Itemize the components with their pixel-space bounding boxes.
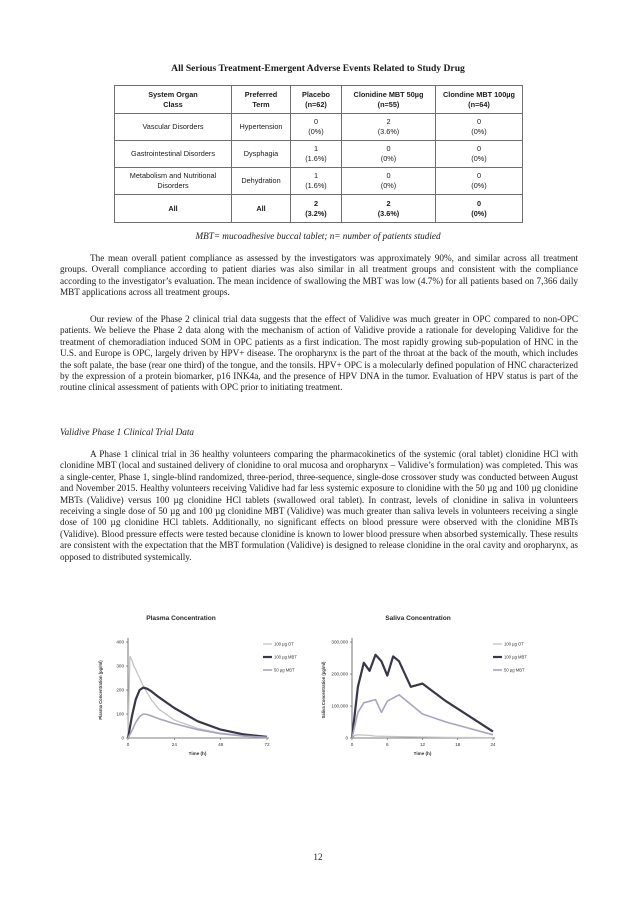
header-cell: System Organ Class (115, 86, 232, 114)
y-tick-label: 300,000 (331, 639, 348, 645)
plasma-chart-svg (95, 608, 310, 778)
table-cell: 0 (0%) (342, 141, 436, 168)
table-cell: 2 (3.6%) (342, 195, 436, 223)
chart-title: Saliva Concentration (385, 615, 451, 622)
x-tick-label: 0 (126, 742, 130, 747)
series-line (128, 656, 267, 738)
saliva-concentration-chart (318, 608, 540, 778)
table-title: All Serious Treatment-Emergent Adverse Events Related to Study Drug (171, 63, 465, 74)
x-tick-label: 72 (264, 742, 270, 747)
x-tick-label: 48 (218, 742, 224, 747)
table-cell: 1 (1.6%) (291, 168, 342, 195)
y-tick-label: 100,000 (331, 703, 348, 709)
table-cell: Dehydration (232, 168, 291, 195)
header-cell: Clondine MBT 100µg (n=64) (436, 86, 523, 114)
series-line (352, 735, 493, 738)
table-cell: 0 (0%) (291, 114, 342, 141)
table-cell: Gastrointestinal Disorders (115, 141, 232, 168)
y-tick-label: 100 (116, 711, 124, 717)
paragraph-phase1: A Phase 1 clinical trial in 36 healthy volunteers comparing the pharmacokinetics of the systemic (oral tablet) clonidine HCl with clonidine MBT (local and sustained delivery of clonidine to oral mucosa and oropharynx – Validive’s formulation) was completed. This was a single-center, Phase 1, single-blind randomized, three-period, three-sequence, single-dose crossover study was conducted between August and November 2015. Healthy volunteers receiving Validive had far less systemic exposure to clonidine with the 50 µg and 100 µg clonidine MBTs (Validive) versus 100 µg clonidine HCl tablets (swallowed oral tablet). In contrast, levels of clonidine in saliva in volunteers receiving a single dose of 50 µg and 100 µg clonidine MBT (Validive) was much greater than saliva levels in volunteers receiving a single dose of 100 µg clonidine HCl tablets. Additionally, no significant effects on blood pressure were observed with the clonidine MBTs (Validive). Blood pressure effects were tested because clonidine is known to lower blood pressure when absorbed systemically. These results are consistent with the expectation that the MBT formulation (Validive) is designed to release clonidine in the oral cavity and oropharynx, as opposed to distributed systemically. (60, 449, 578, 562)
y-tick-label: 0 (121, 735, 124, 741)
table-cell: 2 (3.6%) (342, 114, 436, 141)
table-cell: Hypertension (232, 114, 291, 141)
table-cell: 0 (0%) (436, 195, 523, 223)
plasma-concentration-chart (95, 608, 310, 778)
paragraph-opc-review: Our review of the Phase 2 clinical trial data suggests that the effect of Validive was much greater in OPC compared to non-OPC patients. We believe the Phase 2 data along with the mechanism of action of Validive provide a rationale for developing Validive for the treatment of chemoradiation induced SOM in OPC patients as a first indication. The most rapidly growing sub-population of HNC in the U.S. and Europe is OPC, largely driven by HPV+ disease. The oropharynx is the part of the throat at the back of the mouth, which includes the soft palate, the base (rear one third) of the tongue, and the tonsils. HPV+ OPC is a molecularly defined population of HNC characterized by the expression of a protein biomarker, p16 INK4a, and the presence of HPV DNA in the tumor. Evaluation of HPV status is part of the routine clinical assessment of patients with OPC prior to initiating treatment. (60, 314, 578, 393)
legend-label: 100 µg MBT (274, 654, 297, 660)
chart-title: Plasma Concentration (146, 615, 216, 622)
x-tick-label: 0 (350, 742, 354, 747)
x-axis-label: Time (h) (188, 751, 207, 756)
y-tick-label: 200,000 (331, 671, 348, 677)
table-cell: 2 (3.2%) (291, 195, 342, 223)
saliva-chart-svg (318, 608, 540, 778)
series-line (352, 695, 493, 738)
y-axis-label: Saliva Concentration (pg/ml) (321, 661, 326, 719)
paragraph-compliance: The mean overall patient compliance as assessed by the investigators was approximately 90%, and similar across all treatment groups. Overall compliance according to patient diaries was also similar in all treatment groups and consistent with the compliance according to the investigator’s evaluation. The mean incidence of swallowing the MBT was low (4.7%) for all patients based on 7,366 daily MBT applications across all treatment groups. (60, 253, 578, 298)
y-tick-label: 200 (116, 687, 124, 693)
y-tick-label: 0 (345, 735, 348, 741)
table-total-row (115, 195, 523, 223)
table-cell: Dysphagia (232, 141, 291, 168)
x-tick-label: 24 (490, 742, 496, 747)
table-cell: 1 (1.6%) (291, 141, 342, 168)
table-cell: Vascular Disorders (115, 114, 232, 141)
x-axis-label: Time (h) (413, 751, 432, 756)
legend-label: 100 µg OT (274, 641, 294, 647)
legend-label: 100 µg OT (504, 641, 524, 647)
section-subheading: Validive Phase 1 Clinical Trial Data (60, 427, 194, 437)
adverse-events-table (114, 85, 523, 223)
x-tick-label: 6 (385, 742, 389, 747)
table-row (115, 141, 523, 168)
page-number: 12 (313, 852, 323, 862)
header-cell: Preferred Term (232, 86, 291, 114)
table-caption: MBT= mucoadhesive buccal tablet; n= number of patients studied (195, 231, 441, 241)
table-header-row (115, 86, 523, 114)
x-tick-label: 24 (171, 742, 177, 747)
header-cell: Placebo (n=62) (291, 86, 342, 114)
table-cell: 0 (0%) (436, 114, 523, 141)
x-tick-label: 18 (455, 742, 461, 747)
table-row (115, 168, 523, 195)
y-tick-label: 300 (116, 663, 124, 669)
y-axis-label: Plasma Concentration (pg/ml) (98, 660, 103, 720)
table-cell: All (232, 195, 291, 223)
legend-label: 100 µg MBT (504, 654, 527, 660)
legend-label: 50 µg MBT (274, 667, 295, 673)
table-row (115, 114, 523, 141)
y-tick-label: 400 (116, 639, 124, 645)
table-cell: 0 (0%) (436, 168, 523, 195)
table-cell: All (115, 195, 232, 223)
table-cell: Metabolism and Nutritional Disorders (115, 168, 232, 195)
header-cell: Clonidine MBT 50µg (n=55) (342, 86, 436, 114)
table-cell: 0 (0%) (342, 168, 436, 195)
series-line (352, 655, 493, 738)
x-tick-label: 12 (419, 742, 426, 747)
table-cell: 0 (0%) (436, 141, 523, 168)
legend-label: 50 µg MBT (504, 667, 525, 673)
